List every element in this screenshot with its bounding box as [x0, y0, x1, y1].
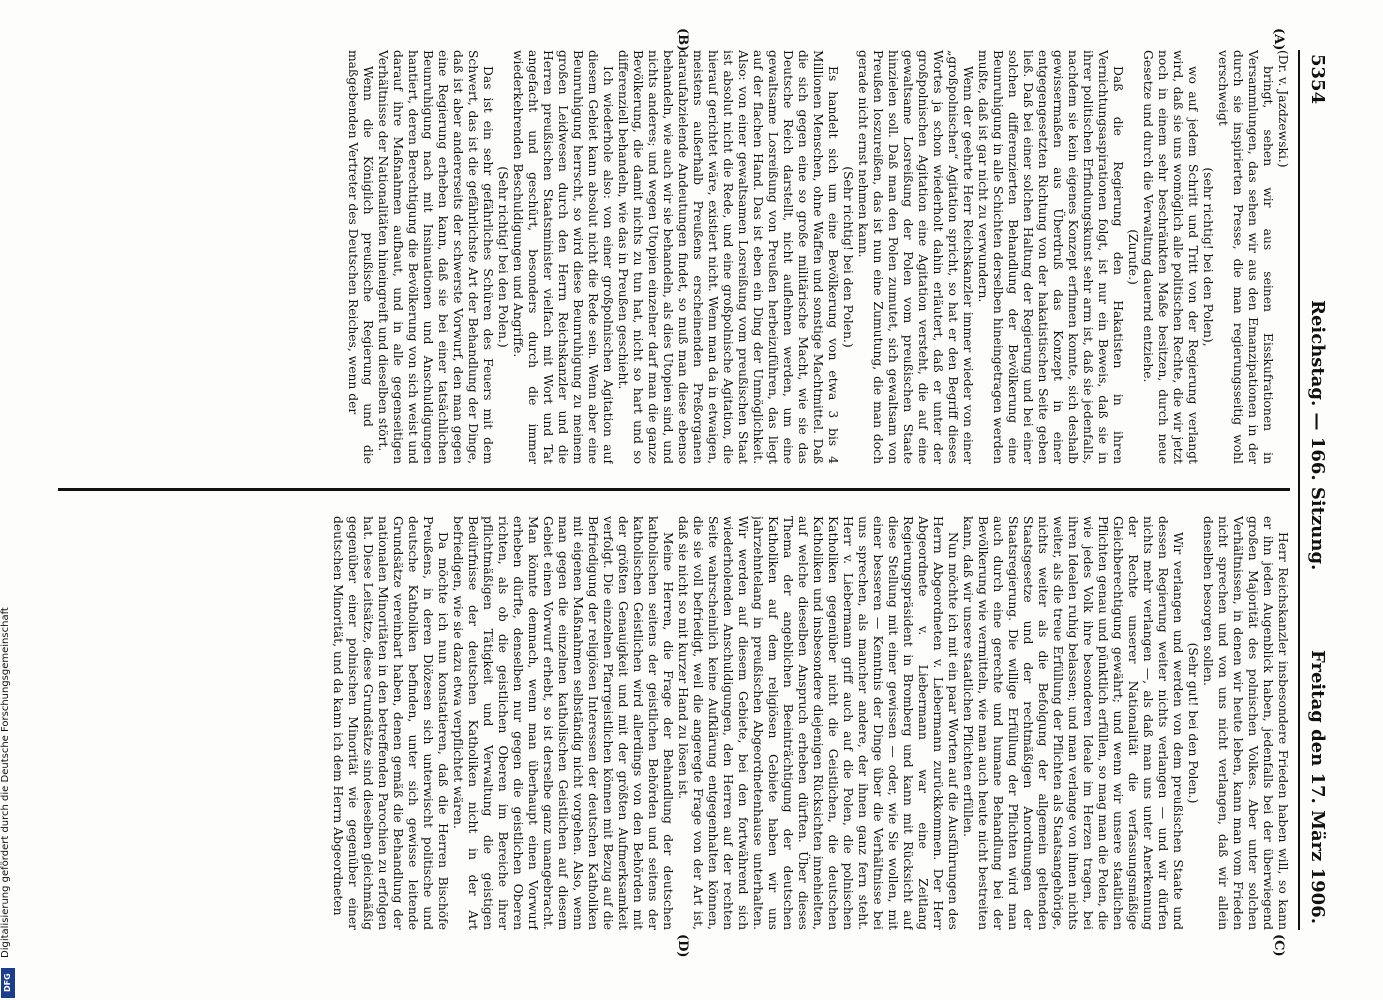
paragraph: Das ist ein sehr gefährliches Schüren des Feuers mit dem Schwert, das ist die gefährlichste Art der Behandlung der Dinge, daß ist aber andererseits der schwerste Vorwurf, den man gegen eine Regierung erheben kann, daß sie bei einer tatsächlichen Beunruhigung nach mit Insinuationen und Anschuldigungen hantiert, deren Berechtigung die Bevölkerung von sich weist und darauf ihre Maßnahmen aufbaut, und in alle gegenseitigen Verhältnisse der Nationalitäten hineingreift und dieselben stört.: [376, 50, 495, 464]
page-number: 5354: [1307, 54, 1328, 105]
paragraph: Es handelt sich um eine Bevölkerung von etwa 3 bis 4 Millionen Menschen, ohne Waffen und sonstige Machtmittel. Daß die sich gegen eine so große militärische Macht, wie sie das Deutsche Reich darstellt, nicht auflehnen werden, um eine gewaltsame Losreißung von Preußen herbeizuführen, das liegt auf der flachen Hand. Das ist eben ein Ding der Unmöglichkeit. Also: von einer gewaltsamen Losreißung vom preußischen Staat ist absolut nicht die Rede, und eine großpolnische Agitation, die hierauf gerichtet wäre, existiert nicht. Wenn man da in etwaigen, meistens außerhalb Preußens erscheinenden Preßorganen daraufabzielende Andeutungen findet, so muß man diese ebenso behandeln, wie auch wir sie behandeln, als dies Utopien sind, und nichts anderes; und wegen Utopien einzelner darf man die ganze Bevölkerung, die damit nichts zu tun hat, nicht so hart und so differenziell behandeln, wie das in Preußen geschieht.: [616, 50, 840, 464]
right-column: [60, 516, 1290, 930]
paragraph: wo auf jedem Schritt und Tritt von der Regierung verlangt wird, daß sie uns womöglich alle politischen Rechte, die wir jetzt noch in einem sehr beschränkten Maße besitzen, durch neue Gesetze und durch die Verwaltung dauernd entziehe.: [1141, 50, 1200, 464]
page-header: [1298, 50, 1330, 930]
paragraph: (Zurufe.): [1126, 229, 1140, 285]
header-date: Freitag den 17. März 1906.: [1307, 650, 1328, 924]
paragraph: (Sehr richtig! bei den Polen.): [841, 166, 855, 348]
paragraph: (Dr. v. Jazdzewski.): [1276, 50, 1290, 168]
paragraph: Wenn die Königlich preußische Regierung und die maßgebenden Vertreter des Deutschen Reiches, wenn der: [346, 50, 375, 464]
dfg-logo: DFG: [1, 968, 15, 998]
margin-mark-d: (D): [675, 934, 690, 958]
paragraph: (Sehr richtig! bei den Polen.): [496, 166, 510, 348]
paragraph: Wir verlangen und werden von dem preußischen Staate und dessen Regierung weiter nichts verlangen — und wir dürfen nichts mehr verlangen —, als daß man uns unter Anerkennung der Rechte unserer Nationalität die verfassungsmäßige Gleichberechtigung gewährt; und wenn wir unsere staatlichen Pflichten genau und pünktlich erfüllen, so mag man die Polen, die wie jedes Volk ihre besonderen Ideale im Herzen tragen, bei ihren Idealen ruhig belassen; und man verlange von ihnen nichts weiter, als die treue Erfüllung der Pflichten als Staatsangehörige, nichts weiter als die Befolgung der allgemein geltenden Staatsgesetze und der rechtmäßigen Anordnungen der Staatsregierung. Die willige Erfüllung der Pflichten wird man auch durch eine gerechte und humane Behandlung bei der Bevölkerung wie vermitteln, wie man auch heute nicht bestreiten kann, daß wir unsere staatlichen Pflichten erfüllen.: [961, 516, 1185, 930]
document-page: [55, 28, 1330, 958]
paragraph: (Sehr gut! bei den Polen.): [1186, 642, 1200, 804]
paragraph: Da möchte ich nun konstatieren, daß die Herren Bischöfe Preußens, in deren Diözesen sich unterwischt politische und deutsche Katholiken befinden, unter sich gewisse leitende Grundsätze vereinbart haben, denen gemäß die Behandlung der nationalen Minoritäten in den betreffenden Parochien zu erfolgen hat. Diese Leitsätze, diese Grundsätze sind dieselben gleichmäßig gegenüber einer polnischen Minorität wie gegenüber einer deutschen Minorität, und da kann ich dem Herrn Abgeordneten: [331, 516, 450, 930]
margin-mark-b: (B): [675, 28, 690, 52]
paragraph: Wenn der geehrte Herr Reichskanzler immer wieder von einer „großpolnischen“ Agitation spricht, so hat er den Begriff dieses Wortes ja schon wiederholt dahin erläutert, daß er unter der großpolnischen Agitation eine Agitation versteht, die auf eine gewaltsame Losreißung der Polen vom preußischen Staate hinzielen soll. Daß man den Polen zumutet, sich gewaltsam von Preußen loszureißen, das ist nun eine Zumutung, die man doch gerade nicht ernst nehmen kann.: [856, 50, 975, 464]
header-session: Reichstag. — 166. Sitzung.: [1307, 300, 1328, 571]
paragraph: (sehr richtig! bei den Polen),: [1201, 167, 1215, 347]
paragraph: Ich wiederhole also: von einer großpolnischen Agitation auf diesem Gebiet kann absolut nicht die Rede sein. Wenn aber eine Beunruhigung herrscht, so wird diese Beunruhigung zu meinem großen Leidwesen durch den Herrn Reichskanzler und die Herren preußischen Staatsminister vielfach mit Wort und Tat angefacht und geschürt, besonders durch die immer wiederkehrenden Beschuldigungen und Angriffe.: [511, 50, 615, 464]
paragraph: Daß die Regierung den Hakatisten in ihren Vernichtungsaspirationen folgt, ist nur ein Beweis, daß sie in ihrer politischen Erfindungskunst sehr arm ist, daß sie jedenfalls, nachdem sie kein eigenes Konzept erfinnen konnte, sich deshalb gewissermaßen aus Überdruß das Konzept in einer entgegengesetzten Richtung von der hakatistischen Seite geben ließ. Daß bei einer solchen Haltung der Regierung und bei einer solchen differenzierten Behandlung der Bevölkerung eine Beunruhigung in alle Schichten derselben hineingetragen werden mußte, daß ist gar nicht zu verwundern.: [976, 50, 1125, 464]
left-column: [60, 50, 1290, 464]
paragraph: Nun möchte ich mit ein paar Worten auf die Ausführungen des Herrn Abgeordneten v. Liebermann zurückkommen. Der Herr Abgeordnete v. Liebermann war eine Zeitlang Regierungspräsident in Bromberg und kann mit Rücksicht auf diese Stellung mit einer gewissen — oder, wie Sie wollen, mit einer besseren — Kenntnis der Dinge über die Verhältnisse bei uns sprechen, als mancher andere, der ihnen ganz fern steht. Herr v. Liebermann griff auch auf die Polen, die polnischen Katholiken gegenüber nicht die Geistlichen, die deutschen Katholiken und insbesondere diejenigen Rücksichten innehielten, auf welche dieselben Anspruch erheben dürften. Über dieses Thema der angeblichen Beeinträchtigung der deutschen Katholiken auf dem religiösen Gebiete haben wir uns jahrzehntelang in preußischen Abgeordnetenhause unterhalten. Wir werden auf diesem Gebiete, bei den fortwährend sich wiederholenden Anschuldigungen, den Herren auf der rechten Seite wahrscheinlich keine Aufklärung entgegenhalten können, die sie voll befriedigt, weil die angeregte Frage von der Art ist, daß sie nicht so mit kurzer Hand zu lösen ist.: [676, 516, 960, 930]
digitization-credit: Digitalisierung gefördert durch die Deutsche Forschungsgemeinschaft: [0, 607, 11, 958]
margin-mark-c: (C): [1271, 934, 1286, 957]
paragraph: bringt, sehen wir aus seinen Eisskufrationen in Versammlungen, das sehen wir aus den Emanzipationen in der durch sie inspirierten Presse, die man regierungsseitig wohl verschweigt: [1216, 50, 1275, 464]
paragraph: Meine Herren, die Frage der Behandlung der deutschen katholischen seitens der geistlichen Behörden und seitens der katholischen Geistlichen wird allerdings von den Behörden mit der größten Genauigkeit und mit der größten Aufmerksamkeit verfolgt. Die einzelnen Pfarrgeistlichen können mit Bezug auf die Befriedigung der religiösen Interessen der deutschen Katholiken mit eigenen Maßnahmen selbständig nicht vorgehen. Also, wenn man gegen die einzelnen katholischen Geistlichen auf diesem Gebiet einen Vorwurf erhebt, so ist derselbe ganz unangebracht. Man könnte demnach, wenn man überhaupt einen Vorwurf erheben dürfte, denselben nur gegen die geistlichen Oberen richten, als ob die geistlichen Oberen im Bereiche ihrer pflichtmäßigen Tätigkeit und Verwaltung die geistigen Bedürfnisse der deutschen Katholiken nicht in der Art befriedigen, wie sie dazu etwa verpflichtet wären.: [451, 516, 675, 930]
paragraph: Herr Reichskanzler insbesondere Frieden haben will, so kann er ihn jeden Augenblick haben, jedenfalls bei der überwiegend großen Majorität des polnischen Volkes. Aber unter solchen Verhältnissen, in denen wir heute leben, kann man vom Frieden nicht sprechen und von uns nicht verlangen, daß wir allein denselben besorgen sollen.: [1201, 516, 1290, 930]
margin-mark-a: (A): [1271, 28, 1286, 51]
column-divider: [58, 488, 1290, 491]
